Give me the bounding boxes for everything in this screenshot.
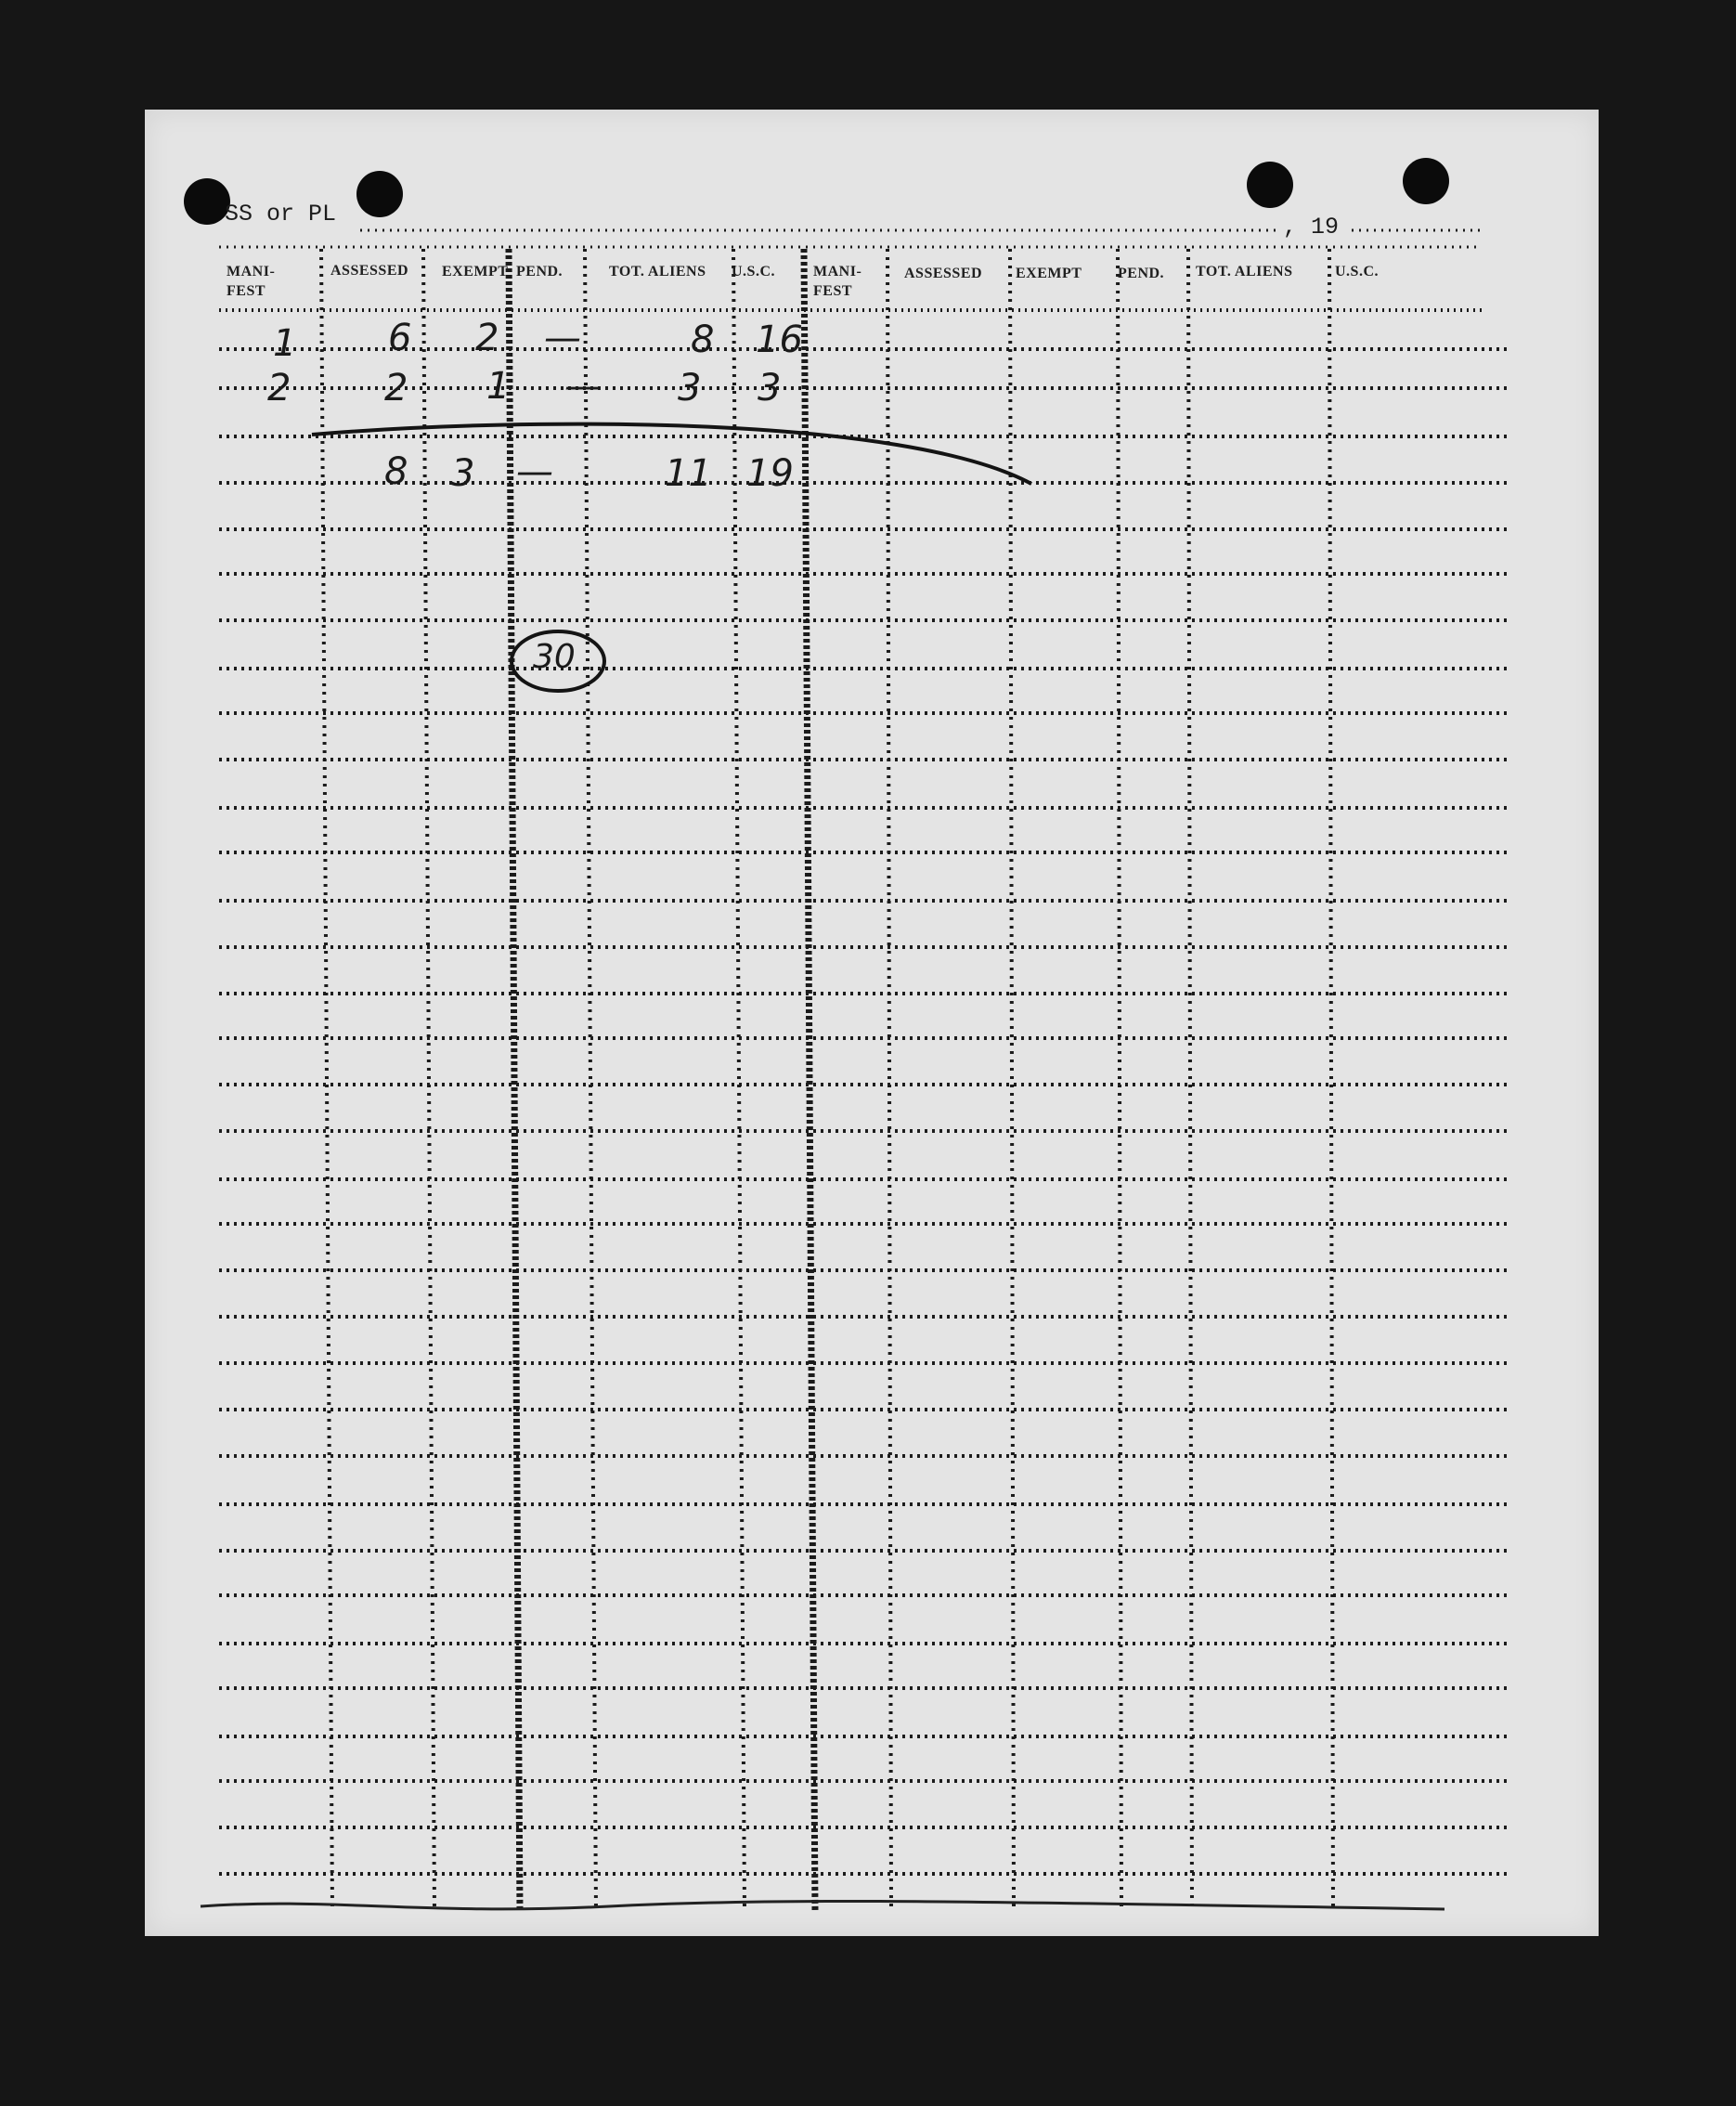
col-header-tot-aliens-right: TOT. ALIENS (1196, 264, 1293, 280)
form-sheet (145, 110, 1599, 1936)
entry-assessed: 6 (388, 317, 412, 359)
entry-usc: 16 (756, 318, 803, 361)
column-line (887, 249, 891, 1911)
col-header-manifest: MANI- FEST (227, 264, 276, 299)
entry-usc: 3 (758, 367, 782, 410)
column-line (733, 249, 745, 1911)
circled-note: 30 (533, 638, 576, 676)
total-assessed: 8 (384, 450, 408, 493)
entry-tot-aliens: 3 (678, 367, 702, 410)
entry-exempt: 2 (475, 317, 499, 359)
column-line (585, 249, 596, 1911)
ss-or-pl-label: SS or PL (225, 201, 337, 228)
total-exempt: 3 (451, 452, 475, 495)
column-line (321, 249, 332, 1911)
column-line (509, 249, 520, 1911)
bottom-edge-line (201, 1901, 1445, 1909)
column-line (423, 249, 434, 1911)
col-header-pend-right: PEND. (1118, 266, 1165, 281)
col-header-exempt-right: EXEMPT (1016, 266, 1082, 281)
entry-exempt: 1 (486, 365, 511, 408)
entry-assessed: 2 (384, 367, 408, 410)
entry-pend: — (544, 317, 581, 359)
column-line (804, 249, 815, 1911)
col-header-usc-right: U.S.C. (1335, 264, 1380, 280)
ledger-grid (145, 110, 1599, 1936)
year-label: , 19 (1283, 214, 1340, 240)
entry-pend: — (564, 365, 602, 408)
col-header-tot-aliens: TOT. ALIENS (609, 264, 706, 280)
column-line (1118, 249, 1121, 1911)
col-header-manifest-right: MANI- FEST (813, 264, 862, 299)
entry-tot-aliens: 8 (691, 318, 715, 361)
column-line (1329, 249, 1333, 1911)
total-usc: 19 (746, 452, 794, 495)
entry-manifest: 2 (267, 367, 291, 410)
col-header-pend: PEND. (516, 264, 564, 280)
entry-manifest: 1 (273, 322, 297, 365)
col-header-exempt: EXEMPT (442, 264, 509, 280)
col-header-assessed: ASSESSED (330, 263, 409, 279)
column-line (1188, 249, 1192, 1911)
col-header-usc: U.S.C. (732, 264, 776, 280)
total-pend: — (516, 450, 553, 493)
total-tot-aliens: 11 (665, 452, 712, 495)
col-header-assessed-right: ASSESSED (904, 266, 983, 281)
column-line (1010, 249, 1014, 1911)
